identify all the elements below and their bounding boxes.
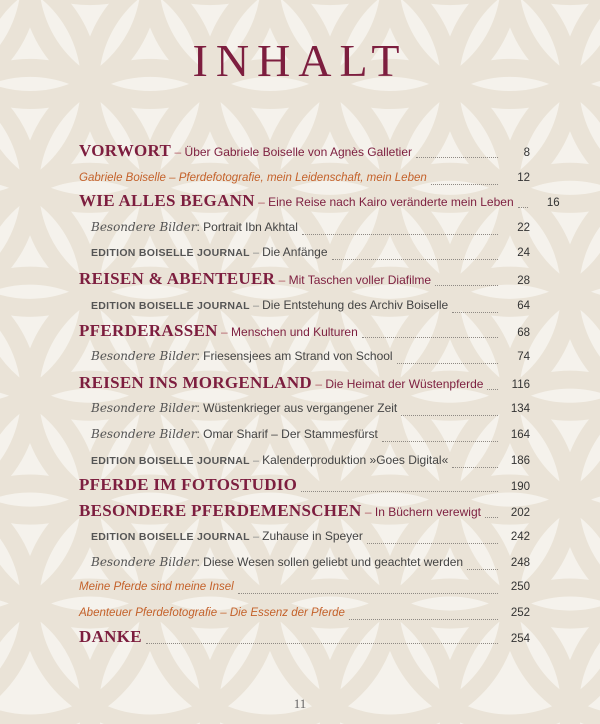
- toc-entry-title: [79, 603, 345, 621]
- toc-page-number: 22: [517, 222, 530, 234]
- separator: –: [249, 531, 263, 543]
- feature-label: Besondere Bilder: [91, 220, 197, 234]
- toc-entry-title: [79, 269, 431, 289]
- toc-entry-title: [79, 527, 363, 545]
- toc-entry[interactable]: [79, 191, 560, 217]
- toc-entry[interactable]: [79, 269, 530, 295]
- feature-label: Besondere Bilder: [91, 401, 197, 415]
- toc-page-number: 116: [511, 379, 530, 391]
- toc-page-number: 68: [517, 327, 530, 339]
- toc-page-number: 134: [510, 403, 530, 415]
- section-heading: VORWORT: [79, 141, 172, 160]
- separator: –: [254, 195, 269, 209]
- toc-entry-title: [79, 399, 397, 417]
- toc-entry-title: [79, 553, 463, 571]
- journal-title: Die Anfänge: [262, 245, 328, 259]
- toc-page-number: 8: [523, 147, 530, 159]
- toc-entry-title: [79, 296, 448, 314]
- dot-leader: [401, 414, 498, 416]
- separator: –: [361, 505, 375, 519]
- section-subtitle: Die Heimat der Wüstenpferde: [325, 377, 484, 391]
- dot-leader: [238, 592, 498, 594]
- feature-title: Omar Sharif – Der Stammesfürst: [203, 427, 378, 441]
- toc-page-number: 248: [510, 557, 530, 569]
- toc-entry-title: [79, 577, 234, 595]
- toc-page-number: 28: [517, 275, 530, 287]
- journal-label: EDITION BOISELLE JOURNAL: [91, 247, 250, 259]
- dot-leader: [485, 516, 498, 518]
- toc-entry[interactable]: [79, 603, 530, 629]
- separator: –: [249, 247, 263, 259]
- section-heading: DANKE: [79, 627, 142, 646]
- toc-entry[interactable]: [79, 243, 530, 269]
- dot-leader: [452, 311, 498, 313]
- page-number: 11: [293, 696, 307, 711]
- toc-entry[interactable]: [79, 399, 530, 425]
- section-heading: REISEN INS MORGENLAND: [79, 373, 313, 392]
- section-heading: PFERDERASSEN: [79, 321, 218, 340]
- separator: :: [196, 427, 204, 441]
- chapter-title: Gabriele Boiselle – Pferdefotografie, mein Leidenschaft, mein Leben: [79, 172, 427, 184]
- feature-label: Besondere Bilder: [91, 349, 197, 363]
- toc-entry[interactable]: [79, 347, 530, 373]
- toc-entry-title: [79, 191, 514, 211]
- dot-leader: [431, 183, 498, 185]
- separator: –: [249, 300, 263, 312]
- toc-page-number: 190: [510, 481, 530, 493]
- dot-leader: [518, 206, 528, 208]
- toc-page-number: 250: [510, 581, 530, 593]
- dot-leader: [416, 156, 498, 158]
- toc-page-number: 24: [517, 247, 530, 259]
- toc-page-number: 202: [510, 507, 530, 519]
- separator: :: [196, 349, 204, 363]
- toc-entry[interactable]: [79, 218, 530, 244]
- section-heading: PFERDE IM FOTOSTUDIO: [79, 475, 298, 494]
- toc-entry-title: [79, 347, 393, 365]
- separator: :: [196, 555, 204, 569]
- feature-title: Diese Wesen sollen geliebt und geachtet werden: [203, 555, 464, 569]
- toc-page-number: 254: [510, 633, 530, 645]
- dot-leader: [302, 233, 498, 235]
- journal-title: Die Entstehung des Archiv Boiselle: [262, 298, 449, 312]
- toc-page-number: 74: [517, 351, 530, 363]
- toc-entry-title: [79, 627, 142, 647]
- toc-entry-title: [79, 425, 378, 443]
- dot-leader: [332, 258, 498, 260]
- feature-title: Wüstenkrieger aus vergangener Zeit: [203, 401, 398, 415]
- dot-leader: [435, 284, 498, 286]
- toc-page-number: 64: [517, 300, 530, 312]
- section-subtitle: Eine Reise nach Kairo veränderte mein Leben: [268, 195, 514, 209]
- toc-page-number: 164: [510, 429, 530, 441]
- separator: –: [275, 273, 289, 287]
- feature-title: Portrait Ibn Akhtal: [203, 220, 298, 234]
- toc-page-number: 252: [510, 607, 530, 619]
- section-heading: BESONDERE PFERDEMENSCHEN: [79, 501, 362, 520]
- dot-leader: [382, 440, 498, 442]
- section-subtitle: In Büchern verewigt: [374, 505, 481, 519]
- toc-entry[interactable]: [79, 501, 530, 527]
- toc-entry-title: [79, 168, 427, 186]
- separator: :: [196, 401, 204, 415]
- chapter-title: Abenteuer Pferdefotografie – Die Essenz der Pferde: [79, 607, 345, 619]
- dot-leader: [397, 362, 498, 364]
- toc-entry-title: [79, 243, 328, 261]
- feature-title: Friesensjees am Strand von School: [203, 349, 393, 363]
- section-subtitle: Mit Taschen voller Diafilme: [288, 273, 432, 287]
- toc-entry-title: [79, 373, 483, 393]
- section-heading: WIE ALLES BEGANN: [79, 191, 255, 210]
- toc-page-number: 12: [517, 172, 530, 184]
- separator: –: [171, 145, 185, 159]
- dot-leader: [146, 642, 498, 644]
- toc-entry[interactable]: [79, 577, 530, 603]
- separator: –: [249, 455, 263, 467]
- dot-leader: [367, 542, 498, 544]
- dot-leader: [452, 466, 498, 468]
- toc-entry-title: [79, 218, 298, 236]
- journal-title: Kalenderproduktion »Goes Digital«: [262, 453, 449, 467]
- dot-leader: [487, 388, 498, 390]
- toc-page-number: 186: [510, 455, 530, 467]
- toc-entry[interactable]: [79, 141, 530, 167]
- toc-entry-title: [79, 475, 297, 495]
- toc-entry[interactable]: [79, 373, 530, 399]
- toc-entry-title: [79, 141, 412, 161]
- journal-label: EDITION BOISELLE JOURNAL: [91, 455, 250, 467]
- journal-title: Zuhause in Speyer: [262, 529, 363, 543]
- toc-entry[interactable]: [79, 451, 530, 477]
- dot-leader: [362, 336, 498, 338]
- toc-entry[interactable]: [79, 527, 530, 553]
- separator: :: [196, 220, 204, 234]
- feature-label: Besondere Bilder: [91, 427, 197, 441]
- dot-leader: [467, 568, 498, 570]
- chapter-title: Meine Pferde sind meine Insel: [79, 581, 234, 593]
- section-subtitle: Menschen und Kulturen: [231, 325, 358, 339]
- toc-entry-title: [79, 321, 358, 341]
- toc-entry[interactable]: [79, 475, 530, 501]
- toc-entry-title: [79, 451, 448, 469]
- toc-page-number: 16: [546, 197, 560, 209]
- page-title: INHALT: [192, 35, 408, 86]
- feature-label: Besondere Bilder: [91, 555, 197, 569]
- journal-label: EDITION BOISELLE JOURNAL: [91, 531, 250, 543]
- toc-entry[interactable]: [79, 321, 530, 347]
- journal-label: EDITION BOISELLE JOURNAL: [91, 300, 250, 312]
- section-subtitle: Über Gabriele Boiselle von Agnès Galletier: [184, 145, 412, 159]
- toc-entry[interactable]: [79, 627, 530, 653]
- toc-page-number: 242: [510, 531, 530, 543]
- toc-entry[interactable]: [79, 425, 530, 451]
- toc-entry-title: [79, 501, 481, 521]
- section-heading: REISEN & ABENTEUER: [79, 269, 276, 288]
- dot-leader: [349, 618, 498, 620]
- toc-entry[interactable]: [79, 296, 530, 322]
- toc-entry[interactable]: [79, 553, 530, 579]
- separator: –: [217, 325, 232, 339]
- dot-leader: [301, 490, 498, 492]
- separator: –: [312, 377, 326, 391]
